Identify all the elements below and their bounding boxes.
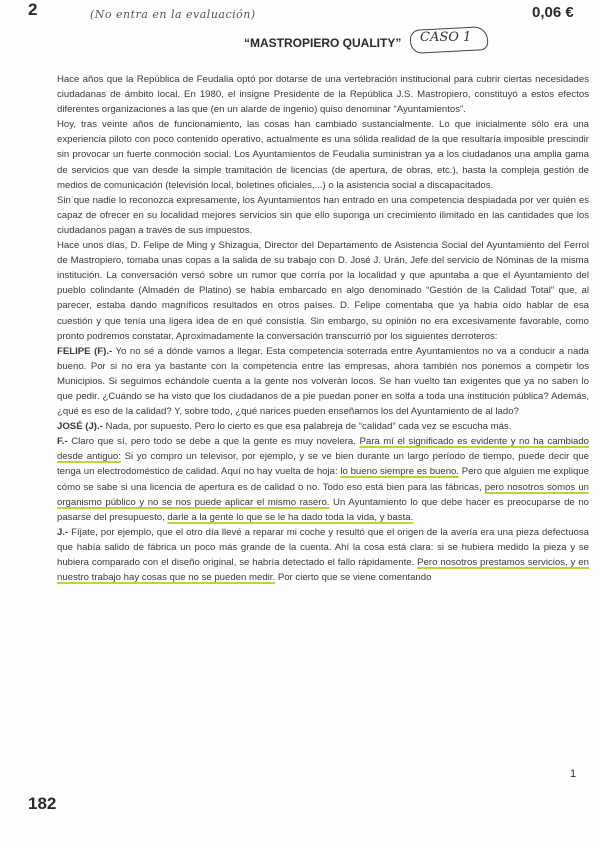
paragraph-3: Sin que nadie lo reconozca expresamente, los Ayuntamientos han entrado en una competencia despiadada por ver quién es capaz de ofrecer en su localidad mejores servicios sin que ello suponga un crecimiento ilimitado en las cantidades que los ciudadanos pagan a través de sus impuestos.	[57, 194, 589, 236]
highlighted-text: Pero nosotros prestamos servicios, y en nuestro trabajo hay cosas que no se pueden medir.	[57, 557, 589, 584]
document-title: “MASTROPIERO QUALITY”	[244, 36, 402, 50]
dialogue-text: Pero que alguien me explique cómo se sabe si una licencia de apertura es de calidad o no. Todo eso está bien para las fábricas,	[57, 466, 589, 493]
paragraph-1: Hace años que la República de Feudalia optó por dotarse de una vertebración institucional para cubrir ciertas necesidades ciudadanas de ámbito local. En 1980, el insigne Presidente de la República J.S. Mastropiero, constituyó a estos efectos diferentes organizaciones a las que (en un alarde de ingenio) quiso denominar “Ayuntamientos”.	[57, 74, 589, 116]
dialogue-text: Fíjate, por ejemplo, que el otro día llevé a reparar mi coche y resultó que el origen de la avería era una pieza defectuosa que había salido de fábrica un poco más grande de la cuenta. Ahí la cosa está clara: si se hubiera medido la pieza y se hubiera comparado con el diseño original, se habría detectado el fallo rápidamente.	[57, 526, 589, 568]
dialogue-text: Si yo compro un televisor, por ejemplo, y se ve bien durante un largo período de tiempo, puede decir que tenga un electrodoméstico de calidad. Aquí no hay vuelta de hoja:	[57, 451, 589, 478]
dialogue-text: Un Ayuntamiento lo que debe hacer es preocuparse de no pasarse del presupuesto,	[57, 496, 590, 523]
speaker-felipe: F.-	[57, 436, 68, 448]
book-page-number: 182	[28, 794, 57, 813]
dialogue-jose-1	[57, 419, 589, 434]
speaker-felipe: FELIPE (F).-	[57, 345, 113, 357]
highlighted-text: lo bueno siempre es bueno.	[340, 466, 460, 478]
speaker-jose: JOSÉ (J).-	[57, 421, 103, 433]
dialogue-text: Por cierto que se viene comentando	[277, 572, 432, 584]
paragraph-4: Hace unos días, D. Felipe de Ming y Shizagua, Director del Departamento de Asistencia Social del Ayuntamiento del Ferrol de Mastropiero, tomaba unas copas a la salida de su trabajo con D. José J. Urán, Jefe del servicio de Nóminas de la misma institución. La conversación versó sobre un rumor que corría por la localidad y que apuntaba a que el Ayuntamiento del pueblo colindante (Almadén de Platino) se había embarcado en algo denominado “Gestión de la Calidad Total” que, al parecer, estaba dando magníficos resultados en otros países. D. Felipe comentaba que ya había oído hablar de esa cuestión y que tenía una ligera idea de en qué consistía. Sin embargo, su opinión no era excesivamente favorable, como pronto podremos constatar. Aproximadamente la conversación transcurrió por los siguientes derroteros:	[57, 240, 589, 342]
paragraph-2: Hoy, tras veinte años de funcionamiento, las cosas han cambiado sustancialmente. Lo que inicialmente sólo era una experiencia piloto con poco contenido operativo, actualmente es una sólida realidad de la que resultaría imposible prescindir sin provocar un fuerte conmoción social. Los Ayuntamientos de Feudalia suministran ya a los ciudadanos una amplia gama de servicios que van desde la simple tramitación de licencias (de apertura, de obras, etc.), hasta la compleja gestión de medios de comunicación (televisión local, boletines oficiales,...) o la asistencia social a discapacitados.	[57, 119, 589, 191]
dialogue-felipe-2	[57, 434, 589, 525]
dialogue-jose-2	[57, 525, 589, 585]
page-number-top: 2	[28, 0, 38, 19]
page-number-bottom: 1	[570, 768, 577, 780]
handwritten-note: (No entra en la evaluación)	[90, 8, 256, 21]
dialogue-text: Claro que sí, pero todo se debe a que la gente es muy novelera.	[71, 436, 356, 448]
highlighted-text: Para mí el significado es evidente y no ha cambiado desde antiguo:	[57, 436, 589, 463]
highlighted-text: darle a la gente lo que se le ha dado toda la vida, y basta.	[167, 511, 414, 523]
dialogue-felipe-1	[57, 344, 589, 419]
document-body	[57, 72, 589, 585]
price-label: 0,06 €	[532, 4, 574, 21]
dialogue-text: Yo no sé a dónde vamos a llegar. Esta competencia soterrada entre Ayuntamientos no va a conducir a nada bueno. Por si no era ya bastante con la competencia entre las empresas, ahora también nos ponemos a competir los Municipios. Si seguimos echándole cuenta a la gente nos volverán locos. Se han vuelto tan exigentes que ya no saben lo que pedir. ¿Cuándo se ha visto que los ciudadanos de a pie puedan poner en solfa a toda una institución pública? Además, ¿qué es eso de la calidad? Y, sobre todo, ¿qué narices pueden enseñarnos los del Ayuntamiento de al lado?	[57, 345, 590, 418]
dialogue-text: Nada, por supuesto. Pero lo cierto es que esa palabreja de “calidad” cada vez se escucha más.	[105, 421, 512, 433]
highlighted-text: pero nosotros somos un organismo público y no se nos puede aplicar el mismo rasero.	[57, 481, 589, 508]
case-label: CASO 1	[420, 30, 472, 45]
speaker-jose: J.-	[57, 526, 69, 538]
